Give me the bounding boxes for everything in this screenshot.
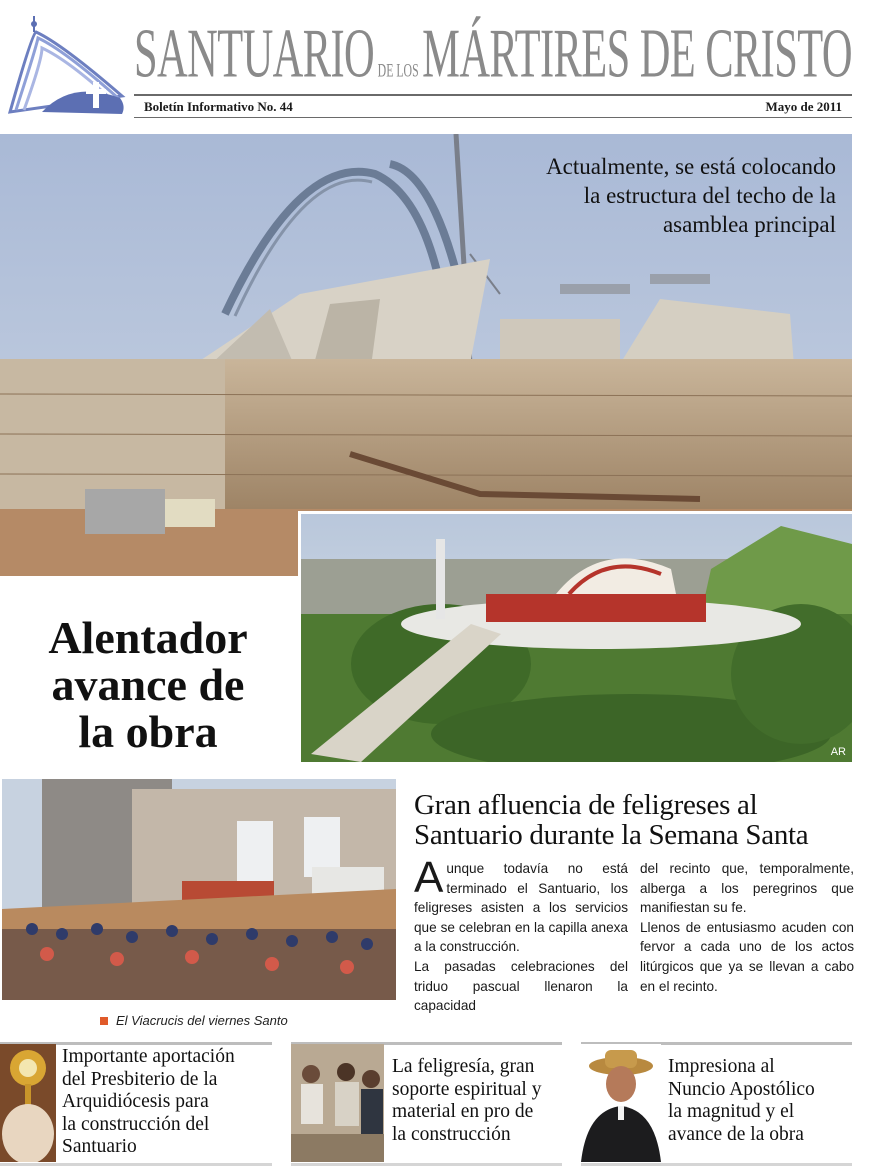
teaser-3-line1: Impresiona al	[668, 1056, 775, 1077]
photo-caption	[100, 1013, 288, 1028]
issue-number: Boletín Informativo No. 44	[144, 99, 293, 114]
masthead-title	[134, 14, 852, 92]
teaser-2-line2: soporte espiritual y	[392, 1078, 542, 1100]
congregation-thumbnail	[291, 1044, 384, 1162]
hero-caption	[490, 152, 836, 239]
nuncio-thumbnail	[581, 1044, 661, 1162]
article-paragraph-4: Llenos de entusiasmo acuden con fervor a cada uno de los actos litúrgicos que ya se llevan a cabo en el recinto.	[640, 919, 854, 994]
teaser-1-line1: Importante aportación	[62, 1046, 235, 1067]
teaser-1-bottom-rule	[0, 1163, 272, 1166]
sanctuary-render-image	[298, 511, 852, 762]
teaser-2-line4: la construcción	[392, 1123, 511, 1145]
teaser-2-line3: material en pro de	[392, 1101, 534, 1122]
teaser-1-line5: Santuario	[62, 1136, 137, 1157]
teaser-3-line3: la magnitud y el	[668, 1101, 795, 1122]
teaser-3-bottom-rule	[581, 1163, 852, 1166]
article-title	[414, 790, 874, 850]
teaser-3-line4: avance de la obra	[668, 1123, 804, 1145]
hero-caption-line3: asamblea principal	[662, 212, 836, 237]
article-title-line2: Santuario durante la Semana Santa	[414, 819, 809, 851]
article-column-2	[640, 859, 854, 996]
masthead-title-small: DE LOS	[377, 59, 419, 82]
sanctuary-logo-icon	[2, 14, 130, 118]
caption-square-icon	[100, 1017, 108, 1025]
viacrucis-photo	[2, 779, 396, 1000]
photo-caption-text: El Viacrucis del viernes Santo	[116, 1013, 288, 1028]
article-paragraph-2: La pasadas celebraciones del triduo pascual llenaron la capacidad	[414, 958, 628, 1014]
article-dropcap: A	[414, 853, 444, 902]
masthead-rule-top	[134, 94, 852, 96]
teaser-1-text	[62, 1046, 235, 1159]
article-title-line1: Gran afluencia de feligreses al	[414, 789, 758, 821]
article-paragraph-1-text: unque todavía no está terminado el Santuario, los feligreses asisten a los servicios que se celebran en la capilla anexa a la construcción.	[414, 861, 628, 955]
teaser-2-line1: La feligresía, gran	[392, 1056, 535, 1077]
headline-line1: Alentador	[48, 612, 248, 663]
masthead-title-part1: SANTUARIO	[134, 14, 375, 92]
monstrance-thumbnail	[0, 1044, 56, 1162]
teaser-1-line2: del Presbiterio de la	[62, 1068, 218, 1090]
render-watermark: AR	[830, 746, 846, 758]
main-headline	[0, 614, 296, 755]
hero-caption-line2: la estructura del techo de la	[583, 183, 836, 208]
teaser-2-bottom-rule	[291, 1163, 562, 1166]
hero-caption-line1: Actualmente, se está colocando	[546, 154, 836, 179]
masthead-rule-bottom	[134, 117, 852, 118]
article-paragraph-1	[414, 853, 628, 957]
headline-line2: avance de	[51, 659, 245, 710]
issue-date: Mayo de 2011	[765, 99, 842, 114]
masthead-title-part2: MÁRTIRES DE CRISTO	[422, 14, 852, 92]
headline-line3: la obra	[78, 706, 218, 757]
article-column-1	[414, 853, 628, 1016]
article-paragraph-3: del recinto que, temporalmente, alberga a los peregrinos que manifiestan su fe.	[640, 861, 854, 916]
teaser-1-line4: la construcción del	[62, 1113, 210, 1135]
teaser-3-line2: Nuncio Apostólico	[668, 1078, 815, 1100]
teaser-3-text	[668, 1046, 815, 1146]
teaser-1-line3: Arquidiócesis para	[62, 1091, 209, 1112]
teaser-2-text	[392, 1046, 541, 1146]
